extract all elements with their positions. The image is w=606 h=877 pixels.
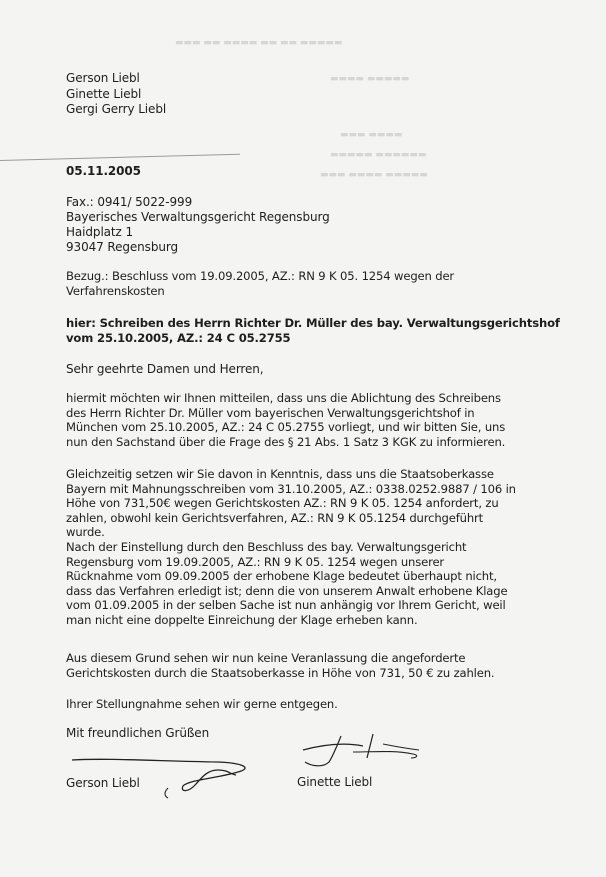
scan-fold-line [0,154,240,161]
recipient-name: Bayerisches Verwaltungsgericht Regensburg [66,210,330,224]
signature-name-gerson: Gerson Liebl [66,776,140,790]
scan-ghost-text: ▬▬▬ ▬▬▬▬ ▬▬▬▬▬ [320,170,428,180]
signature-name-ginette: Ginette Liebl [297,775,373,789]
scan-ghost-text: ▬▬▬▬▬ ▬▬▬▬▬▬ [330,150,427,160]
reference-line: Bezug.: Beschluss vom 19.09.2005, AZ.: RN 9 K 05. 1254 wegen der Verfahrenskosten [66,269,455,298]
recipient-city: 93047 Regensburg [66,240,178,254]
body-paragraph-2: Gleichzeitig setzen wir Sie davon in Kenntnis, dass uns die Staatsoberkasse Bayern mit Mahnungsschreiben vom 31.10.2005, AZ.: 0338.0252.9887 / 106 in Höhe von 731,50€ wegen Gerichtskosten AZ.: RN 9 K 05. 1254 anfordert, zu zahlen, obwohl kein Gerichtsverfahren, AZ.: RN 9 K 05.1254 durchgeführt wurde. Nach der Einstellung durch den Beschluss des bay. Verwaltungsgericht Regensburg vom 19.09.2005, AZ.: RN 9 K 05. 1254 wegen unserer Rücknahme vom 09.09.2005 der erhobene Klage bedeutet überhaupt nicht, dass das Verfahren erledigt ist; denn die von unserem Anwalt erhobene Klage vom 01.09.2005 in der selben Sache ist nun anhängig vor Ihrem Gericht, weil man nicht eine doppelte Einreichung der Klage erheben kann. [66,467,516,627]
salutation: Sehr geehrte Damen und Herren, [66,362,264,376]
subject-line: hier: Schreiben des Herrn Richter Dr. Müller des bay. Verwaltungsgerichtshof vom 25.10.2005, AZ.: 24 C 05.2755 [66,316,560,345]
sender-name-3: Gergi Gerry Liebl [66,102,167,116]
body-paragraph-3: Aus diesem Grund sehen wir nun keine Veranlassung die angeforderte Gerichtskosten durch die Staatsoberkasse in Höhe von 731, 50 € zu zahlen. [66,651,495,680]
scan-ghost-text: ▬▬▬ ▬▬ ▬▬▬▬ ▬▬ ▬▬ ▬▬▬▬▬ [175,38,343,48]
body-paragraph-4: Ihrer Stellungnahme sehen wir gerne entgegen. [66,697,338,711]
sender-name-1: Gerson Liebl [66,71,140,85]
scan-ghost-text: ▬▬▬ ▬▬▬▬ [340,130,403,140]
body-paragraph-1: hiermit möchten wir Ihnen mitteilen, dass uns die Ablichtung des Schreibens des Herrn Richter Dr. Müller vom bayerischen Verwaltungsgerichtshof in München vom 25.10.2005, AZ.: 24 C 05.2755 vorliegt, und wir bitten Sie, uns nun den Sachstand über die Frage des § 21 Abs. 1 Satz 3 KGK zu informieren. [66,391,506,449]
letter-date: 05.11.2005 [66,164,141,178]
closing: Mit freundlichen Grüßen [66,726,210,740]
sender-name-2: Ginette Liebl [66,87,142,101]
scan-ghost-text: ▬▬▬▬ ▬▬▬▬▬ [330,74,410,84]
recipient-street: Haidplatz 1 [66,225,133,239]
recipient-fax: Fax.: 0941/ 5022-999 [66,195,193,209]
